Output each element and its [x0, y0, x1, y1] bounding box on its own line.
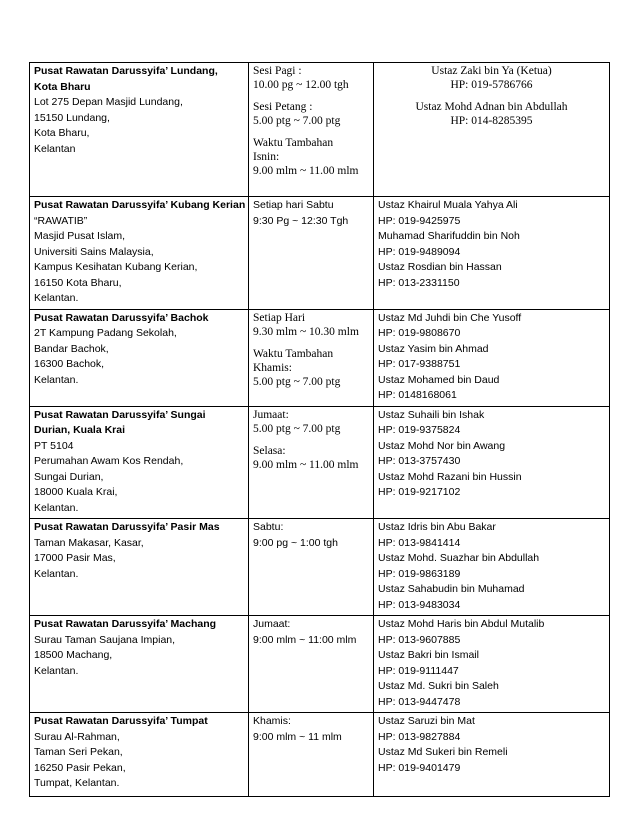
schedule-line: 9:00 mlm ~ 11 mlm: [253, 730, 342, 743]
table-row: [30, 309, 610, 406]
schedule-line: Selasa:: [253, 444, 286, 457]
address-line: Taman Seri Pekan,: [34, 746, 123, 758]
contact-line: Ustaz Mohd Haris bin Abdul Mutalib: [378, 618, 545, 630]
contact-line: Ustaz Md Sukeri bin Remeli: [378, 746, 508, 758]
address-line: PT 5104: [34, 439, 74, 452]
contacts-cell: [374, 197, 610, 310]
address-line: Universiti Sains Malaysia,: [34, 245, 154, 258]
contacts-cell: [374, 309, 610, 406]
address-line: Kampus Kesihatan Kubang Kerian,: [34, 261, 198, 273]
centre-name: Pusat Rawatan Darussyifa’ Tumpat: [34, 715, 208, 727]
address-line: Kelantan.: [34, 292, 79, 304]
centre-cell: [30, 616, 249, 713]
contact-line: Ustaz Md Juhdi bin Che Yusoff: [378, 311, 522, 324]
schedule-cell: [249, 309, 374, 406]
schedule-line: 9.00 mlm ~ 11.00 mlm: [253, 458, 359, 471]
centre-cell: [30, 63, 249, 197]
contacts-cell: [374, 63, 610, 197]
schedule-line: Sesi Pagi :: [253, 65, 302, 77]
contact-line: Ustaz Idris bin Abu Bakar: [378, 521, 496, 533]
address-line: Kelantan.: [34, 567, 79, 580]
table-row: [30, 63, 610, 197]
contact-line: Ustaz Saruzi bin Mat: [378, 715, 475, 727]
contacts-cell: [374, 616, 610, 713]
contacts-cell: [374, 519, 610, 616]
table-row: [30, 519, 610, 616]
table-row: [30, 616, 610, 713]
centre-name: Pusat Rawatan Darussyifa’ Lundang, Kota Bharu: [34, 65, 218, 93]
contact-line: HP: 019-9489094: [378, 245, 461, 258]
contact-line: HP: 013-9841414: [378, 536, 461, 549]
contact-line: HP: 013-2331150: [378, 276, 460, 289]
address-line: Kelantan: [34, 142, 76, 155]
table-row: [30, 406, 610, 519]
schedule-line: Sesi Petang :: [253, 101, 313, 113]
address-line: Taman Makasar, Kasar,: [34, 536, 144, 549]
schedule-line: Waktu Tambahan: [253, 137, 334, 149]
address-line: 16300 Bachok,: [34, 358, 105, 370]
schedule-line: Waktu Tambahan: [253, 347, 334, 360]
contact-line: Ustaz Mohd Razani bin Hussin: [378, 470, 522, 483]
contacts-cell: [374, 406, 610, 519]
schedule-cell: [249, 713, 374, 797]
contact-line: HP: 019-9808670: [378, 327, 461, 339]
contact-line: HP: 014-8285395: [450, 115, 533, 127]
contact-line: HP: 019-5786766: [450, 79, 533, 91]
centre-cell: [30, 197, 249, 310]
contact-line: HP: 0148168061: [378, 389, 457, 401]
schedule-line: 9:30 Pg ~ 12:30 Tgh: [253, 214, 349, 227]
contact-line: Ustaz Suhaili bin Ishak: [378, 408, 485, 421]
contact-line: Ustaz Sahabudin bin Muhamad: [378, 583, 525, 595]
contact-line: Muhamad Sharifuddin bin Noh: [378, 230, 520, 242]
schedule-cell: [249, 616, 374, 713]
contact-line: Ustaz Yasim bin Ahmad: [378, 342, 489, 355]
address-line: 16250 Pasir Pekan,: [34, 761, 126, 774]
contact-line: HP: 019-9425975: [378, 214, 461, 227]
schedule-line: Khamis:: [253, 361, 292, 374]
contact-line: HP: 017-9388751: [378, 358, 461, 370]
address-line: 16150 Kota Bharu,: [34, 276, 122, 289]
contact-line: Ustaz Rosdian bin Hassan: [378, 261, 502, 273]
centre-cell: [30, 406, 249, 519]
schedule-line: 5.00 ptg ~ 7.00 ptg: [253, 375, 341, 388]
schedule-line: Setiap Hari: [253, 311, 306, 324]
address-line: 15150 Lundang,: [34, 111, 110, 124]
address-line: Bandar Bachok,: [34, 342, 109, 355]
centre-name: Pusat Rawatan Darussyifa’ Sungai Durian, Kuala Krai: [34, 408, 206, 436]
centre-cell: [30, 309, 249, 406]
contacts-cell: [374, 713, 610, 797]
contact-line: HP: 013-9483034: [378, 598, 461, 611]
schedule-cell: [249, 63, 374, 197]
contact-line: HP: 013-9607885: [378, 633, 461, 646]
schedule-line: 9:00 mlm ~ 11:00 mlm: [253, 633, 357, 646]
address-line: Kelantan.: [34, 373, 79, 386]
schedule-line: Isnin:: [253, 151, 280, 163]
address-line: Surau Taman Saujana Impian,: [34, 633, 176, 646]
address-line: 2T Kampung Padang Sekolah,: [34, 327, 177, 339]
treatment-centre-table: [29, 62, 610, 797]
contact-line: Ustaz Bakri bin Ismail: [378, 649, 479, 661]
schedule-line: 5.00 ptg ~ 7.00 ptg: [253, 422, 341, 435]
centre-cell: [30, 713, 249, 797]
contact-line: HP: 013-9447478: [378, 695, 461, 708]
address-line: 18000 Kuala Krai,: [34, 486, 118, 498]
schedule-line: 9:00 pg ~ 1:00 tgh: [253, 536, 338, 549]
contact-line: Ustaz Khairul Muala Yahya Ali: [378, 199, 518, 211]
contact-line: Ustaz Mohamed bin Daud: [378, 373, 500, 386]
schedule-line: 9.30 mlm ~ 10.30 mlm: [253, 325, 359, 338]
address-line: 18500 Machang,: [34, 649, 113, 661]
address-line: Sungai Durian,: [34, 470, 104, 483]
schedule-cell: [249, 519, 374, 616]
address-line: Tumpat, Kelantan.: [34, 777, 120, 789]
schedule-line: 10.00 pg ~ 12.00 tgh: [253, 79, 349, 91]
contact-line: HP: 019-9375824: [378, 424, 461, 436]
address-line: “RAWATIB”: [34, 214, 88, 227]
contact-line: Ustaz Md. Sukri bin Saleh: [378, 680, 499, 692]
schedule-line: Sabtu:: [253, 521, 284, 533]
table-row: [30, 197, 610, 310]
schedule-line: Jumaat:: [253, 408, 289, 421]
schedule-line: 5.00 ptg ~ 7.00 ptg: [253, 115, 341, 127]
contact-line: Ustaz Zaki bin Ya (Ketua): [431, 65, 552, 77]
contact-line: HP: 019-9863189: [378, 567, 461, 580]
contact-line: HP: 019-9217102: [378, 486, 461, 498]
contact-line: HP: 019-9401479: [378, 761, 461, 774]
schedule-line: Jumaat:: [253, 618, 291, 630]
schedule-line: 9.00 mlm ~ 11.00 mlm: [253, 165, 359, 177]
contact-line: HP: 013-3757430: [378, 455, 461, 467]
address-line: Kota Bharu,: [34, 127, 90, 139]
address-line: Kelantan.: [34, 501, 79, 514]
address-line: Perumahan Awam Kos Rendah,: [34, 455, 184, 467]
address-line: Lot 275 Depan Masjid Lundang,: [34, 96, 183, 108]
schedule-line: Setiap hari Sabtu: [253, 199, 334, 211]
address-line: Surau Al-Rahman,: [34, 730, 120, 743]
centre-name: Pusat Rawatan Darussyifa’ Bachok: [34, 311, 209, 324]
table-row: [30, 713, 610, 797]
contact-line: HP: 013-9827884: [378, 730, 461, 743]
address-line: Kelantan.: [34, 664, 79, 677]
centre-cell: [30, 519, 249, 616]
centre-name: Pusat Rawatan Darussyifa’ Machang: [34, 618, 217, 630]
contact-line: Ustaz Mohd Adnan bin Abdullah: [415, 101, 568, 113]
schedule-cell: [249, 197, 374, 310]
address-line: 17000 Pasir Mas,: [34, 552, 116, 564]
schedule-cell: [249, 406, 374, 519]
contact-line: Ustaz Mohd Nor bin Awang: [378, 439, 506, 452]
contact-line: HP: 019-9111447: [378, 664, 459, 677]
address-line: Masjid Pusat Islam,: [34, 230, 126, 242]
schedule-line: Khamis:: [253, 715, 291, 727]
centre-name: Pusat Rawatan Darussyifa’ Pasir Mas: [34, 521, 220, 533]
centre-name: Pusat Rawatan Darussyifa’ Kubang Kerian: [34, 199, 246, 211]
contact-line: Ustaz Mohd. Suazhar bin Abdullah: [378, 552, 540, 564]
